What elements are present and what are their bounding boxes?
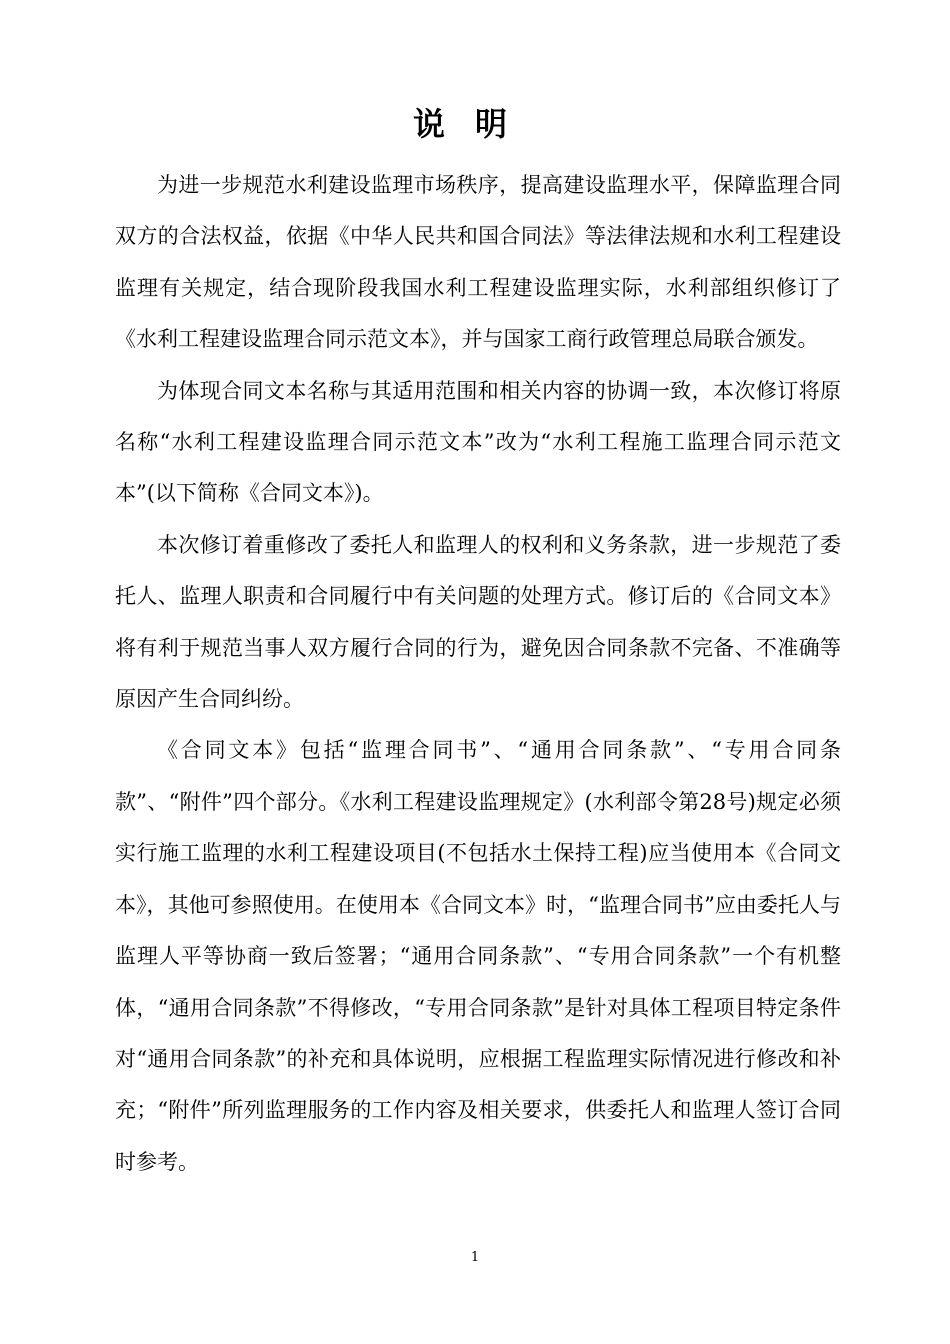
body-text — [115, 160, 841, 1188]
page-title: 说明 — [412, 105, 537, 143]
paragraph-3: 本次修订着重修改了委托人和监理人的权利和义务条款，进一步规范了委托人、监理人职责和合同履行中有关问题的处理方式。修订后的《合同文本》将有利于规范当事人双方履行合同的行为，避免因合同条款不完备、不准确等原因产生合同纠纷。 — [115, 532, 841, 712]
paragraph-4: 《合同文本》包括“监理合同书”、“通用合同条款”、“专用合同条款”、“附件”四个部分。《水利工程建设监理规定》(水利部令第28号)规定必须实行施工监理的水利工程建设项目(不包括水土保持工程)应当使用本《合同文本》，其他可参照使用。在使用本《合同文本》时，“监理合同书”应由委托人与监理人平等协商一致后签署；“通用合同条款”、“专用合同条款”一个有机整体，“通用合同条款”不得修改，“专用合同条款”是针对具体工程项目特定条件对“通用合同条款”的补充和具体说明，应根据工程监理实际情况进行修改和补充；“附件”所列监理服务的工作内容及相关要求，供委托人和监理人签订合同时参考。 — [115, 738, 841, 1174]
paragraph-2: 为体现合同文本名称与其适用范围和相关内容的协调一致，本次修订将原名称“水利工程建设监理合同示范文本”改为“水利工程施工监理合同示范文本”(以下简称《合同文本》)。 — [115, 378, 841, 506]
page-number: 1 — [470, 1250, 480, 1265]
paragraph-1: 为进一步规范水利建设监理市场秩序，提高建设监理水平，保障监理合同双方的合法权益，依据《中华人民共和国合同法》等法律法规和水利工程建设监理有关规定，结合现阶段我国水利工程建设监理实际，水利部组织修订了《水利工程建设监理合同示范文本》，并与国家工商行政管理总局联合颁发。 — [115, 173, 841, 352]
